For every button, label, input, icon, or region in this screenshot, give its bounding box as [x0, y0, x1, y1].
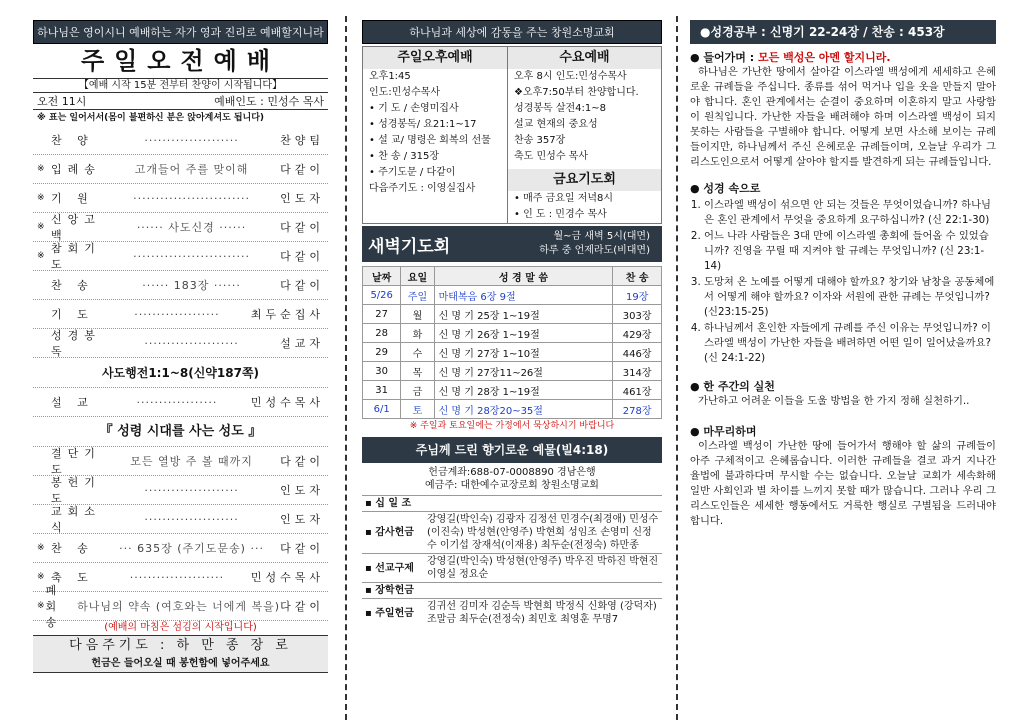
- offering-type: ▪ 감사헌금: [362, 512, 424, 554]
- offering-list: [362, 495, 662, 627]
- worship-row-label: 찬 송: [51, 542, 94, 555]
- account-info: [362, 466, 662, 492]
- worship-row: [33, 300, 328, 329]
- worship-row: [33, 184, 328, 213]
- worship-row-mid: ·····················: [144, 336, 239, 350]
- study-question: 4. 하나님께서 혼인한 자들에게 규례를 주신 이유는 무엇입니까? 이스라엘 백성이 가난한 자들을 배려하면 어떤 일이 일어났을까요? (신 24:1-22): [704, 321, 996, 366]
- worship-row-mid: ··························: [133, 191, 251, 205]
- worship-row-who: 다같이: [280, 250, 324, 263]
- worship-row-label: 찬 양: [51, 134, 94, 147]
- service-line: • 찬 송 / 315장: [369, 151, 440, 162]
- service-line: • 설 교/ 명령은 회복의 선물: [369, 135, 491, 146]
- offering-note: 헌금은 들어오실 때 봉헌함에 넣어주세요: [91, 658, 270, 669]
- schedule-cell: 31: [363, 381, 401, 400]
- into-bible-heading: ● 성경 속으로: [690, 182, 761, 195]
- worship-row: [33, 329, 328, 358]
- practice-paragraph: 가난하고 어려운 이들을 도울 방법을 한 가지 정해 실천하기..: [698, 395, 970, 407]
- worship-row-label: 성경봉독: [51, 329, 101, 358]
- service-line: 찬송 357장: [514, 135, 566, 146]
- worship-row-label: 봉헌기도: [51, 476, 101, 505]
- worship-row-mid: ··· 635장 (주기도문송) ···: [119, 542, 264, 555]
- worship-row-mid: ······ 사도신경 ······: [136, 221, 247, 234]
- service-line: 축도 민성수 목사: [514, 151, 588, 162]
- schedule-row: [363, 286, 662, 305]
- offering-type: ▪ 선교구제: [362, 554, 424, 583]
- schedule-row: [363, 400, 662, 419]
- worship-row-who: 최두순집사: [250, 308, 324, 321]
- worship-row-who: 다같이: [280, 221, 324, 234]
- schedule-cell: 28: [363, 324, 401, 343]
- worship-row-star: ※: [37, 251, 45, 261]
- schedule-cell: 금: [401, 381, 434, 400]
- praise-start-note: 【예배 시작 15분 전부터 찬양이 시작됩니다】: [33, 78, 328, 93]
- afternoon-title: 주일오후예배: [363, 47, 507, 69]
- service-header: [33, 93, 328, 110]
- services-grid: [362, 46, 662, 224]
- schedule-header-cell: 날짜: [363, 267, 401, 286]
- worship-row-who: 인도자: [280, 513, 324, 526]
- worship-row-star: ※: [37, 572, 45, 582]
- service-line: 설교 현재의 중요성: [514, 119, 598, 130]
- worship-row-label: 신앙고백: [51, 213, 101, 242]
- service-line: 인도:민성수목사: [369, 87, 440, 98]
- worship-row-mid: ·····················: [144, 483, 239, 497]
- service-time: 오전 11시: [37, 95, 87, 108]
- schedule-cell: 화: [401, 324, 434, 343]
- intro-heading: ● 들어가며 : 모든 백성은 아멘 할지니라.: [690, 51, 891, 64]
- closing-paragraph: 이스라엘 백성이 가난한 땅에 들어가서 행해야 할 삶의 규례들이 아주 구체적이고 은혜롭습니다. 이러한 규례들을 결코 과거 지나간 율법에 불과하다며 무시할 수는 없습니다. 오늘날 교회가 세속화해 일반 사회인과 별 차이를 느끼지 못할 때가 많습니다. 그러나 우리 그리스도인들은 세세한 행동에서도 거룩한 행실로 구별됨을 드러내야 합니다.: [690, 440, 996, 527]
- schedule-row: [363, 324, 662, 343]
- worship-row-mid: ·····················: [129, 570, 225, 584]
- sermon-dots: ··················: [136, 395, 218, 409]
- worship-row: [33, 213, 328, 242]
- worship-row-who: 민성수목사: [250, 571, 324, 584]
- worship-row: [33, 271, 328, 300]
- intro-highlight: 모든 백성은 아멘 할지니라.: [758, 51, 891, 64]
- worship-row: [33, 534, 328, 563]
- scripture-reading: 사도행전1:1~8(신약187쪽): [33, 358, 328, 388]
- offering-names: [424, 583, 662, 599]
- account-holder: 예금주: 대한예수교장로회 창원소명교회: [425, 480, 599, 491]
- friday-title: 금요기도회: [508, 169, 661, 191]
- offering-names: 김귀선 김미자 김순득 박현희 박정식 신화영 (강덕자) 조말금 최두순(전정숙) 최민호 최영훈 무명7: [424, 599, 662, 628]
- service-line: 오후 8시 인도:민성수목사: [514, 71, 627, 82]
- worship-row-star: ※: [37, 193, 45, 203]
- schedule-row: [363, 362, 662, 381]
- schedule-header-cell: 성 경 말 씀: [434, 267, 613, 286]
- dawn-prayer-sub2: 하루 중 언제라도(비대면): [539, 245, 650, 256]
- account-number: 헌금계좌:688-07-0008890 경남은행: [428, 467, 596, 478]
- dawn-prayer-bar: [362, 226, 662, 262]
- worship-row: [33, 155, 328, 184]
- worship-row-label: 찬 송: [51, 279, 94, 292]
- worship-row: [33, 126, 328, 155]
- schedule-cell: 신 명 기 27장 1~10절: [434, 343, 613, 362]
- dawn-prayer-title: 새벽기도회: [368, 236, 451, 257]
- schedule-cell: 303장: [613, 305, 662, 324]
- worship-row: [33, 563, 328, 592]
- worship-row-who: 다같이: [280, 279, 324, 292]
- practice-heading: ● 한 주간의 실천: [690, 380, 775, 393]
- worship-row-label: 입례송: [51, 163, 101, 176]
- schedule-cell: 27: [363, 305, 401, 324]
- schedule-row: [363, 343, 662, 362]
- bible-study-banner: ●성경공부 : 신명기 22-24장 / 찬송 : 453장: [690, 20, 996, 44]
- worship-row-star: ※: [37, 543, 45, 553]
- worship-row-label: 축 도: [51, 571, 94, 584]
- service-line: • 주기도문 / 다같이: [369, 167, 456, 178]
- worship-row-mid: ·····················: [144, 133, 239, 147]
- schedule-cell: 278장: [613, 400, 662, 419]
- schedule-cell: 30: [363, 362, 401, 381]
- worship-row-mid: 모든 열방 주 볼 때까지: [130, 455, 253, 468]
- schedule-note: ※ 주일과 토요일에는 가정에서 묵상하시기 바랍니다: [409, 421, 615, 431]
- service-line: • 인 도 : 민경수 목사: [514, 209, 607, 220]
- schedule-column: [362, 20, 662, 718]
- schedule-cell: 신 명 기 28장 1~19절: [434, 381, 613, 400]
- service-line: • 성경봉독/ 요21:1~17: [369, 119, 477, 130]
- schedule-cell: 6/1: [363, 400, 401, 419]
- worship-row-star: ※: [37, 164, 45, 174]
- standing-note: ※ 표는 일어서서(몸이 불편하신 분은 앉아계셔도 됩니다): [37, 113, 265, 123]
- worship-row-who: 설교자: [280, 337, 324, 350]
- schedule-row: [363, 381, 662, 400]
- morning-service-column: [33, 20, 328, 718]
- service-title: 주일오전예배: [80, 47, 281, 75]
- schedule-cell: 신 명 기 25장 1~19절: [434, 305, 613, 324]
- service-line: 다음주기도 : 이영실집사: [369, 183, 476, 194]
- schedule-cell: 주일: [401, 286, 434, 305]
- schedule-cell: 수: [401, 343, 434, 362]
- column1-banner: 하나님은 영이시니 예배하는 자가 영과 진리로 예배할지니라: [33, 20, 328, 44]
- offering-row: [362, 496, 662, 512]
- schedule-header-cell: 요일: [401, 267, 434, 286]
- service-line: 오후1:45: [369, 71, 411, 82]
- offering-names: [424, 496, 662, 512]
- worship-row: [33, 505, 328, 534]
- wednesday-title: 수요예배: [508, 47, 661, 69]
- worship-row: [33, 476, 328, 505]
- closing-heading: ● 마무리하며: [690, 425, 757, 438]
- afternoon-service: [363, 47, 508, 223]
- schedule-cell: 마태복음 6장 9절: [434, 286, 613, 305]
- worship-row-who: 다같이: [280, 542, 324, 555]
- offering-row: [362, 554, 662, 583]
- schedule-cell: 461장: [613, 381, 662, 400]
- bible-study-column: [690, 20, 996, 718]
- worship-row-who: 인도자: [280, 484, 324, 497]
- schedule-row: [363, 305, 662, 324]
- study-question: 3. 도망쳐 온 노예를 어떻게 대해야 할까요? 창기와 남창을 공동체에서 어떻게 해야 할까요? 이자와 서원에 관한 규례는 무엇입니까?(신23:15-25): [704, 275, 996, 320]
- worship-row-who: 찬양팀: [280, 134, 324, 147]
- service-line: • 기 도 / 손영미집사: [369, 103, 459, 114]
- worship-row-mid: ······ 183장 ······: [142, 279, 241, 292]
- study-question: 2. 어느 나라 사람들은 3대 만에 이스라엘 총회에 들어올 수 있었습니까? 진영을 꾸릴 때 지켜야 할 규례는 무엇입니까? (신 23:1-14): [704, 229, 996, 274]
- worship-row-who: 인도자: [280, 192, 324, 205]
- reading-schedule-table: [362, 266, 662, 419]
- schedule-cell: 429장: [613, 324, 662, 343]
- schedule-cell: 신 명 기 26장 1~19절: [434, 324, 613, 343]
- sermon-row: [33, 388, 328, 417]
- offering-type: ▪ 십 일 조: [362, 496, 424, 512]
- worship-row-star: ※: [37, 222, 45, 232]
- schedule-cell: 5/26: [363, 286, 401, 305]
- wednesday-service: [508, 47, 661, 223]
- schedule-cell: 목: [401, 362, 434, 381]
- study-question: 1. 이스라엘 백성이 섞으면 안 되는 것들은 무엇이었습니까? 하나님은 혼인 관계에서 무엇을 중요하게 요구하십니까? (신 22:1-30): [704, 198, 996, 228]
- worship-row-who: 다같이: [280, 600, 324, 613]
- service-leader: 예배인도 : 민성수 목사: [214, 95, 324, 108]
- order-of-worship: [33, 126, 328, 358]
- schedule-cell: 신 명 기 28장20~35절: [434, 400, 613, 419]
- offering-names: 강영길(박인숙) 김광자 김정선 민경수(최경애) 민성수(이진숙) 박성현(안영주) 박현희 성임조 손영미 신정수 이기섭 장재석(이재용) 최두순(전정숙) 하만종: [424, 512, 662, 554]
- offering-row: [362, 512, 662, 554]
- study-questions: [690, 198, 996, 366]
- worship-row-mid: ···················: [134, 307, 220, 321]
- worship-row-mid: ··························: [133, 249, 251, 263]
- worship-row-star: ※: [37, 601, 45, 611]
- worship-row-mid: 하나님의 약속 (여호와는 너에게 복을): [77, 600, 281, 613]
- schedule-cell: 19장: [613, 286, 662, 305]
- offering-names: 강영길(박인숙) 박성현(안영주) 박우진 박하진 박현진 이영실 정요순: [424, 554, 662, 583]
- offering-type: ▪ 장학헌금: [362, 583, 424, 599]
- worship-row-label: 교회소식: [51, 505, 101, 534]
- worship-row-label: 결단기도: [51, 447, 101, 476]
- service-line: 성경봉독 살전4:1~8: [514, 103, 606, 114]
- worship-row-who: 다같이: [280, 163, 324, 176]
- dawn-prayer-sub1: 월~금 새벽 5시(대면): [553, 231, 650, 242]
- next-prayer: 다음주기도 : 하 만 종 장 로: [69, 638, 292, 653]
- worship-row-label: 참회기도: [51, 242, 101, 271]
- worship-row-label: 기 도: [51, 308, 94, 321]
- sermon-label: 설 교: [51, 396, 94, 409]
- schedule-cell: 29: [363, 343, 401, 362]
- schedule-cell: 314장: [613, 362, 662, 381]
- sermon-preacher: 민성수목사: [250, 396, 324, 409]
- offering-row: [362, 583, 662, 599]
- worship-row: [33, 242, 328, 271]
- worship-row-who: 다같이: [280, 455, 324, 468]
- column2-banner: 하나님과 세상에 감동을 주는 창원소명교회: [362, 20, 662, 44]
- schedule-header-cell: 찬 송: [613, 267, 662, 286]
- offering-row: [362, 599, 662, 628]
- service-line: ❖오후7:50부터 찬양합니다.: [514, 87, 639, 98]
- offering-type: ▪ 주일헌금: [362, 599, 424, 628]
- worship-row-mid: ·····················: [144, 512, 239, 526]
- intro-paragraph: 하나님은 가난한 땅에서 살아갈 이스라엘 백성에게 세세하고 은혜로운 규례들을 주십니다. 종류를 섞어 먹거나 입을 옷을 만들지 말아야 합니다. 혼인 관계에서는 순결이 중요하며 이혼하지 말고 사랑함이 원칙입니다. 가난한 자들을 배려해야 하며 이스라엘 백성이 되지 못하는 사람들을 구별해야 합니다. 어떻게 보면 사소해 보이는 규례들이지만, 하나님께서 주신 은혜로운 규례들이며, 오늘날 우리가 그리스도인으로서 어떻게 살아야 할지를 발견하게 되는 규례들입니다.: [690, 66, 996, 168]
- worship-row-label: 폐회송: [45, 584, 63, 629]
- service-line: • 매주 금요일 저녁8시: [514, 193, 614, 204]
- schedule-cell: 월: [401, 305, 434, 324]
- end-note: (예배의 마침은 섬김의 시작입니다): [104, 622, 257, 633]
- schedule-cell: 토: [401, 400, 434, 419]
- worship-row: [33, 447, 328, 476]
- offering-title: 주님께 드린 향기로운 예물(빌4:18): [362, 437, 662, 463]
- worship-row-mid: 고개들어 주를 맞이해: [134, 163, 249, 176]
- worship-row-label: 기 원: [51, 192, 94, 205]
- sermon-title: 『 성령 시대를 사는 성도 』: [33, 417, 328, 447]
- schedule-cell: 신 명 기 27장11~26절: [434, 362, 613, 381]
- schedule-cell: 446장: [613, 343, 662, 362]
